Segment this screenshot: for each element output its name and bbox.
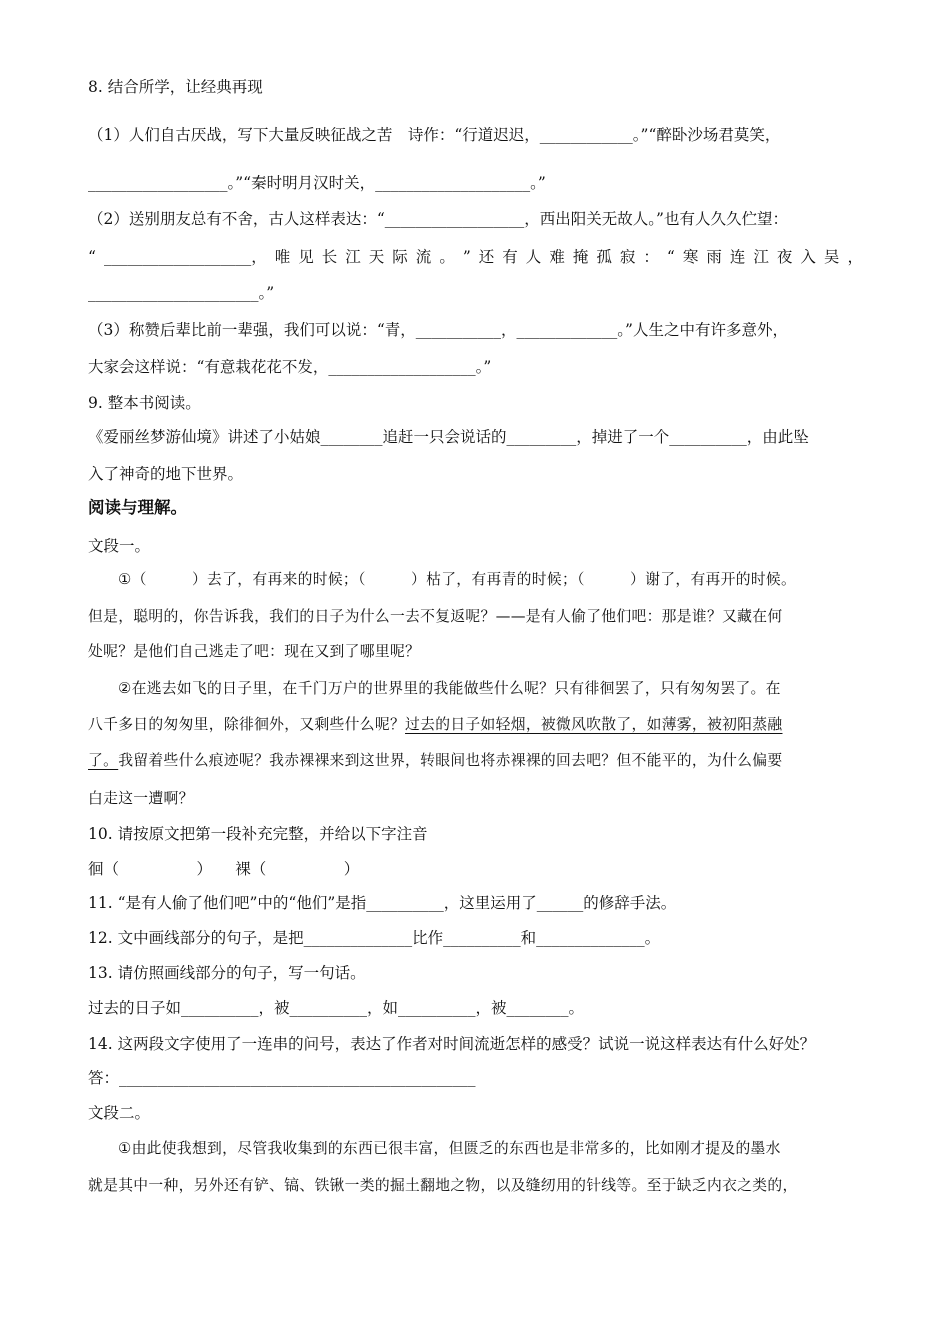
question-9-line2: 入了神奇的地下世界。 [88,465,244,483]
underlined-sentence-part2: 了。 [88,752,119,769]
passage-2-line2: 就是其中一种，另外还有铲、镐、铁锹一类的掘土翻地之物，以及缝纫用的针线等。至于缺乏内衣之类的， [88,1177,798,1194]
question-9-title: 9. 整本书阅读。 [88,394,201,412]
question-8-part1-line2: __________________。”“秦时明月汉时关，____________________。” [88,174,546,192]
question-10-title: 10. 请按原文把第一段补充完整，并给以下字注音 [88,825,428,843]
question-8-part3-line2: 大家会这样说：“有意栽花花不发，___________________。” [88,358,492,376]
passage-1-line5 [88,715,863,735]
question-9-line1: 《爱丽丝梦游仙境》讲述了小姑娘________追赶一只会说话的_________，掉进了一个__________，由此坠 [88,428,809,446]
question-14-title: 14. 这两段文字使用了一连串的问号，表达了作者对时间流逝怎样的感受？试说一说这样表达有什么好处？ [88,1035,816,1053]
question-8-part3-line1: （3）称赞后辈比前一辈强，我们可以说：“青，___________，_____________。”人生之中有许多意外， [88,321,788,339]
passage-1-line6 [88,751,863,771]
question-8-title: 8. 结合所学，让经典再现 [88,78,263,96]
question-12: 12. 文中画线部分的句子，是把______________比作__________和______________。 [88,929,661,947]
passage-1-line1: ①（ ）去了，有再来的时候；（ ）枯了，有再青的时候；（ ）谢了，有再开的时候。 [118,571,797,588]
question-13-line: 过去的日子如__________，被__________，如__________，被________。 [88,999,585,1017]
passage-1-line4: ②在逃去如飞的日子里，在千门万户的世界里的我能做些什么呢？只有徘徊罢了，只有匆匆罢了。在 [118,680,781,697]
passage-1-label: 文段一。 [88,537,151,555]
question-11: 11. “是有人偷了他们吧”中的“他们”是指__________，这里运用了______的修辞手法。 [88,894,677,912]
underlined-sentence-part1: 过去的日子如轻烟，被微风吹散了，如薄雾，被初阳蒸融 [405,716,783,733]
question-8-part2-line1: （2）送别朋友总有不舍，古人这样表达：“__________________，西出阳关无故人。”也有人久久伫望： [88,210,788,228]
section-heading: 阅读与理解。 [88,498,187,517]
question-8-part1-line1: （1）人们自古厌战，写下大量反映征战之苦 诗作：“行道迟迟，____________。”“醉卧沙场君莫笑， [88,126,781,144]
question-13-title: 13. 请仿照画线部分的句子，写一句话。 [88,964,366,982]
question-10-pinyin: 徊（ ） 裸（ ） [88,860,360,878]
question-14-answer: 答：______________________________________________ [88,1069,476,1087]
passage-2-label: 文段二。 [88,1104,151,1122]
question-8-part2-line3: ______________________。” [88,284,275,302]
passage-2-line1: ①由此使我想到，尽管我收集到的东西已很丰富，但匮乏的东西也是非常多的，比如刚才提及的墨水 [118,1140,781,1157]
question-8-part2-line2: “ ___________________， 唯 见 长 江 天 际 流 。 ” 还 有 人 难 掩 孤 寂 ： “ 寒 雨 连 江 夜 入 吴 ， [88,248,863,266]
passage-1-line5-text: 八千多日的匆匆里，除徘徊外，又剩些什么呢？ [88,716,406,733]
passage-1-line2: 但是，聪明的，你告诉我，我们的日子为什么一去不复返呢？——是有人偷了他们吧：那是谁？又藏在何 [88,608,783,625]
passage-1-line7: 白走这一遭啊？ [88,790,194,807]
passage-1-line6-text: 我留着些什么痕迹呢？我赤裸裸来到这世界，转眼间也将赤裸裸的回去吧？但不能平的，为什么偏要 [118,752,783,769]
passage-1-line3: 处呢？是他们自己逃走了吧：现在又到了哪里呢？ [88,643,421,660]
